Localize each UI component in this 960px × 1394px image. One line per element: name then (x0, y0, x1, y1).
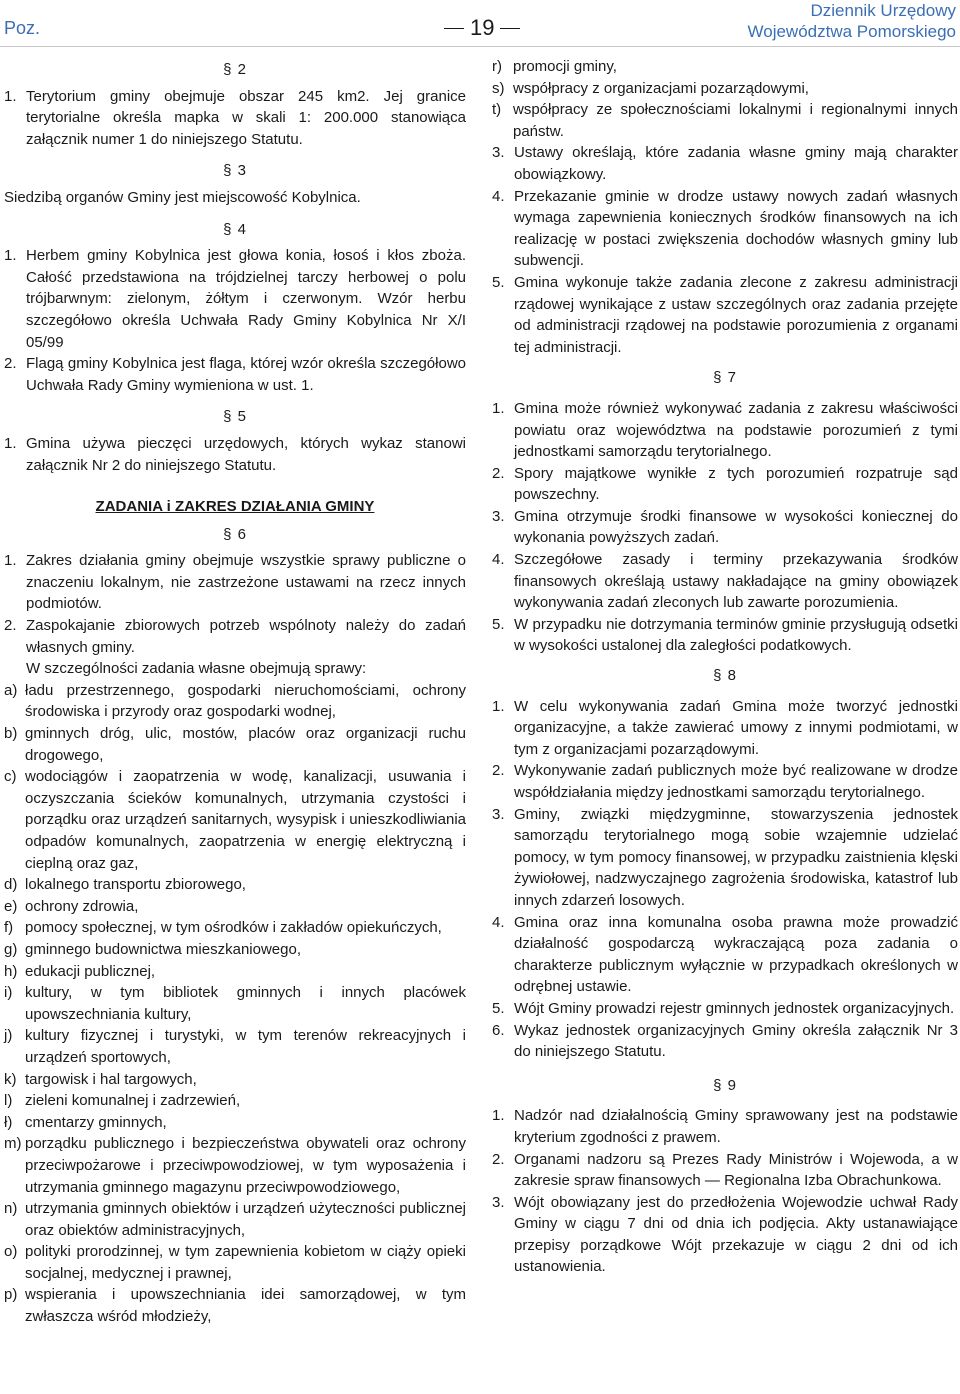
list-item (492, 549, 958, 614)
item-text: współpracy z organizacjami pozarządowymi, (513, 79, 809, 97)
item-text: porządku publicznego i bezpieczeństwa obywateli oraz ochrony przeciwpożarowe i przeciwpowodziowej, w tym wyposażenia i utrzymania gminnego magazynu przeciwpowodziowego, (25, 1135, 466, 1196)
item-text: wspierania i upowszechniania idei samorządowej, w tym zwłaszcza wśród młodzieży, (25, 1286, 466, 1326)
item-letter: o) (4, 1243, 18, 1261)
journal-title-line2: Województwa Pomorskiego (747, 22, 956, 41)
item-number: 1. (492, 399, 505, 417)
list-item (492, 506, 958, 549)
lettered-item (4, 1133, 466, 1198)
page-header (0, 0, 960, 47)
item-letter: k) (4, 1070, 17, 1088)
item-number: 5. (492, 273, 505, 291)
list-item (492, 463, 958, 506)
item-text: kultury, w tym bibliotek gminnych i innych placówek upowszechniania kultury, (25, 984, 466, 1023)
item-number: 1. (4, 87, 17, 105)
item-text: współpracy ze społecznościami lokalnymi i regionalnymi innych państw. (513, 101, 958, 140)
item-number: 2. (492, 464, 505, 482)
list-item (492, 760, 958, 803)
item-number: 6. (492, 1021, 505, 1039)
lettered-item (4, 939, 466, 961)
list-item (492, 398, 958, 463)
list-item (4, 615, 466, 658)
item-number: 1. (492, 697, 505, 715)
item-number: 3. (492, 144, 505, 162)
item-number: 4. (492, 551, 505, 569)
item-text: Herbem gminy Kobylnica jest głowa konia, łosoś i kłos zboża. Całość przedstawiona na trójdzielnej tarczy herbowej o polu trójbarwnym: zielonym, żółtym i czerwonym. Wzór herbu szczegółowo określa Uchwała Rady Gminy Kobylnica Nr X/I 05/99 (26, 247, 466, 351)
item-text: utrzymania gminnych obiektów i urządzeń użyteczności publicznej oraz obiektów administracyjnych, (25, 1200, 466, 1239)
item-text: zieleni komunalnej i zadrzewień, (25, 1092, 241, 1110)
item-letter: f) (4, 919, 14, 937)
item-text: targowisk i hal targowych, (25, 1070, 197, 1088)
section-heading: § 9 (713, 1076, 737, 1094)
item-letter: b) (4, 725, 18, 743)
list-item (492, 1105, 958, 1148)
item-text: Gminy, związki międzygminne, stowarzyszenia jednostek samorządu terytorialnego mogą sobie wzajemnie udzielać pomocy, w tym pomocy finansowej, w przypadku zaistnienia klęski żywiołowej, nadzwyczajnego zagrożenia środowiska, katastrof lub innych zdarzeń losowych. (514, 805, 958, 909)
item-letter: c) (4, 768, 17, 786)
item-text: cmentarzy gminnych, (25, 1113, 167, 1131)
task-list (4, 680, 466, 1328)
lettered-item (4, 1284, 466, 1327)
lettered-item (4, 1198, 466, 1241)
item-text: Flagą gminy Kobylnica jest flaga, której wzór określa szczegółowo Uchwała Rady Gminy wymieniona w ust. 1. (26, 355, 466, 394)
lettered-item (4, 766, 466, 874)
list-item (4, 86, 466, 151)
item-text: ochrony zdrowia, (25, 897, 139, 915)
lettered-item (492, 78, 958, 100)
lettered-item (4, 1090, 466, 1112)
item-number: 2. (492, 1150, 505, 1168)
item-text: Wykaz jednostek organizacyjnych Gminy określa załącznik Nr 3 do niniejszego Statutu. (514, 1021, 958, 1061)
list-item (492, 912, 958, 998)
item-text: wodociągów i zaopatrzenia w wodę, kanalizacji, usuwania i oczyszczania ścieków komunalnych, utrzymania czystości i porządku oraz urządzeń sanitarnych, wysypisk i unieszkodliwiania odpadów komunalnych, zaopatrzenia w energię elektryczną i cieplną oraz gaz, (25, 768, 466, 872)
item-letter: i) (4, 984, 13, 1002)
lettered-item (4, 1025, 466, 1068)
page-number-text: 19 (470, 15, 495, 40)
item-text: promocji gminy, (513, 58, 617, 75)
section-heading: § 3 (223, 162, 247, 180)
item-text: Nadzór nad działalnością Gminy sprawowany jest na podstawie kryterium zgodności z prawem. (514, 1107, 958, 1146)
item-letter: p) (4, 1286, 18, 1304)
list-item (492, 696, 958, 761)
item-letter: ł) (4, 1113, 13, 1131)
list-item (4, 245, 466, 353)
journal-title-line1: Dziennik Urzędowy (810, 1, 956, 20)
item-letter: l) (4, 1092, 13, 1110)
item-text: Gmina używa pieczęci urzędowych, których wykaz stanowi załącznik Nr 2 do niniejszego Statutu. (26, 434, 466, 474)
item-number: 5. (492, 999, 505, 1017)
item-number: 3. (492, 805, 505, 823)
item-text: Przekazanie gminie w drodze ustawy nowych zadań własnych wymaga zapewnienia koniecznych środków finansowych na ich realizację w postaci zwiększenia dochodów własnych gminy lub subwencji. (514, 187, 958, 270)
item-text: polityki prorodzinnej, w tym zapewnienia kobietom w ciąży opieki socjalnej, medycznej i prawnej, (25, 1243, 466, 1282)
item-letter: h) (4, 962, 18, 980)
list-item (492, 142, 958, 185)
item-letter: e) (4, 897, 18, 915)
lettered-item (4, 896, 466, 918)
lettered-item (4, 961, 466, 983)
item-text: Spory majątkowe wynikłe z tych porozumień rozpatruje sąd powszechny. (514, 464, 958, 504)
item-text: Organami nadzoru są Prezes Rady Ministrów i Wojewoda, a w zakresie spraw finansowych — Regionalna Izba Obrachunkowa. (514, 1150, 958, 1190)
item-text: Zakres działania gminy obejmuje wszystkie sprawy publiczne o znaczeniu lokalnym, nie zastrzeżone ustawami na rzecz innych podmiotów. (26, 552, 466, 613)
item-number: 3. (492, 1193, 505, 1211)
item-number: 2. (492, 762, 505, 780)
list-intro: W szczególności zadania własne obejmują sprawy: (26, 660, 367, 678)
item-number: 1. (492, 1107, 505, 1125)
item-text: Zaspokajanie zbiorowych potrzeb wspólnoty należy do zadań własnych gminy. (26, 617, 466, 656)
lettered-item (4, 723, 466, 766)
page-number (438, 15, 526, 41)
list-item (4, 433, 466, 476)
list-item (492, 614, 958, 657)
section-heading: § 8 (713, 667, 737, 685)
section-heading: § 7 (713, 369, 737, 387)
item-text: W przypadku nie dotrzymania terminów gminie przysługują odsetki w wysokości ustalonej dla zaległości podatkowych. (514, 615, 958, 655)
item-letter: d) (4, 876, 18, 894)
section-heading: § 5 (223, 408, 247, 426)
item-number: 1. (4, 552, 17, 570)
item-letter: n) (4, 1200, 18, 1218)
item-text: kultury fizycznej i turystyki, w tym terenów rekreacyjnych i urządzeń sportowych, (25, 1027, 466, 1066)
chapter-heading: ZADANIA i ZAKRES DZIAŁANIA GMINY (95, 498, 375, 516)
item-letter: t) (492, 101, 502, 119)
lettered-item (4, 982, 466, 1025)
list-item (492, 272, 958, 358)
list-item (492, 804, 958, 912)
list-item (492, 1192, 958, 1278)
list-item (492, 998, 958, 1020)
item-text: Wykonywanie zadań publicznych może być realizowane w drodze współdziałania między jednostkami samorządu terytorialnego. (514, 762, 958, 801)
section-heading: § 6 (223, 525, 247, 543)
position-label: Poz. (4, 18, 41, 38)
item-number: 2. (4, 355, 17, 373)
list-item (492, 1020, 958, 1063)
lettered-item (4, 1112, 466, 1134)
item-number: 5. (492, 615, 505, 633)
item-text: Ustawy określają, które zadania własne gminy mają charakter obowiązkowy. (514, 144, 958, 183)
lettered-item (4, 680, 466, 723)
item-number: 4. (492, 913, 505, 931)
lettered-item (4, 1241, 466, 1284)
item-text: ładu przestrzennego, gospodarki nieruchomościami, ochrony środowiska i przyrody oraz gospodarki wodnej, (25, 681, 466, 721)
item-text: Terytorium gminy obejmuje obszar 245 km2. Jej granice terytorialne określa mapka w skali 1: 200.000 stanowiąca załącznik numer 1 do niniejszego Statutu. (26, 87, 466, 148)
item-text: W celu wykonywania zadań Gmina może tworzyć jednostki organizacyjne, a także zawierać umowy z innymi podmiotami, w tym z organizacjami pozarządowymi. (514, 697, 958, 758)
item-text: Gmina oraz inna komunalna osoba prawna może prowadzić działalność gospodarczą wykraczającą poza zadania o charakterze publicznym wyłącznie w przypadkach określonych w odrębnej ustawie. (514, 913, 958, 996)
item-letter: m) (4, 1135, 22, 1153)
item-letter: s) (492, 79, 505, 97)
section-heading: § 2 (223, 61, 247, 78)
item-text: Szczegółowe zasady i terminy przekazywania środków finansowych określają ustawy nakładające na gminy obowiązek wykonywania zadań zleconych lub zawarte porozumienia. (514, 551, 958, 612)
section-heading: § 4 (223, 220, 247, 238)
task-list-continued (492, 56, 958, 142)
item-number: 1. (4, 434, 17, 452)
list-item (4, 353, 466, 396)
right-column (492, 56, 958, 1278)
item-text: Gmina może również wykonywać zadania z zakresu właściwości powiatu oraz województwa na podstawie porozumień z tymi jednostkami samorządu terytorialnego. (514, 399, 958, 461)
item-text: gminnego budownictwa mieszkaniowego, (25, 940, 301, 958)
lettered-item (4, 1069, 466, 1091)
item-text: lokalnego transportu zbiorowego, (25, 876, 246, 894)
list-item (4, 550, 466, 615)
lettered-item (4, 874, 466, 896)
item-text: Gmina wykonuje także zadania zlecone z zakresu administracji rządowej wynikające z ustaw szczególnych oraz zadania przejęte od administracji rządowej na podstawie porozumienia z organami tej administracji. (514, 273, 958, 356)
dash-left (444, 28, 464, 29)
item-text: edukacji publicznej, (25, 962, 156, 980)
item-number: 4. (492, 187, 505, 205)
item-letter: r) (492, 58, 502, 75)
item-number: 2. (4, 617, 17, 635)
list-item (492, 186, 958, 272)
item-letter: g) (4, 940, 18, 958)
lettered-item (492, 99, 958, 142)
paragraph-text: Siedzibą organów Gminy jest miejscowość Kobylnica. (4, 188, 361, 206)
item-text: pomocy społecznej, w tym ośrodków i zakładów opiekuńczych, (25, 919, 442, 937)
item-text: Gmina otrzymuje środki finansowe w wysokości koniecznej do wykonania powyższych zadań. (514, 507, 958, 547)
item-text: gminnych dróg, ulic, mostów, placów oraz organizacji ruchu drogowego, (25, 725, 466, 764)
lettered-item (492, 56, 958, 78)
list-item (492, 1149, 958, 1192)
item-letter: j) (4, 1027, 13, 1045)
dash-right (500, 28, 520, 29)
journal-title (748, 0, 957, 42)
left-column (4, 56, 466, 1328)
lettered-item (4, 917, 466, 939)
item-number: 1. (4, 247, 17, 265)
item-number: 3. (492, 507, 505, 525)
item-text: Wójt obowiązany jest do przedłożenia Wojewodzie uchwał Rady Gminy w ciągu 7 dni od dnia ich podjęcia. Akty ustanawiające przepisy porządkowe Wójt przekazuje w ciągu 2 dni od ich ustanowienia. (514, 1193, 958, 1276)
item-text: Wójt Gminy prowadzi rejestr gminnych jednostek organizacyjnych. (514, 999, 955, 1017)
item-letter: a) (4, 681, 18, 699)
